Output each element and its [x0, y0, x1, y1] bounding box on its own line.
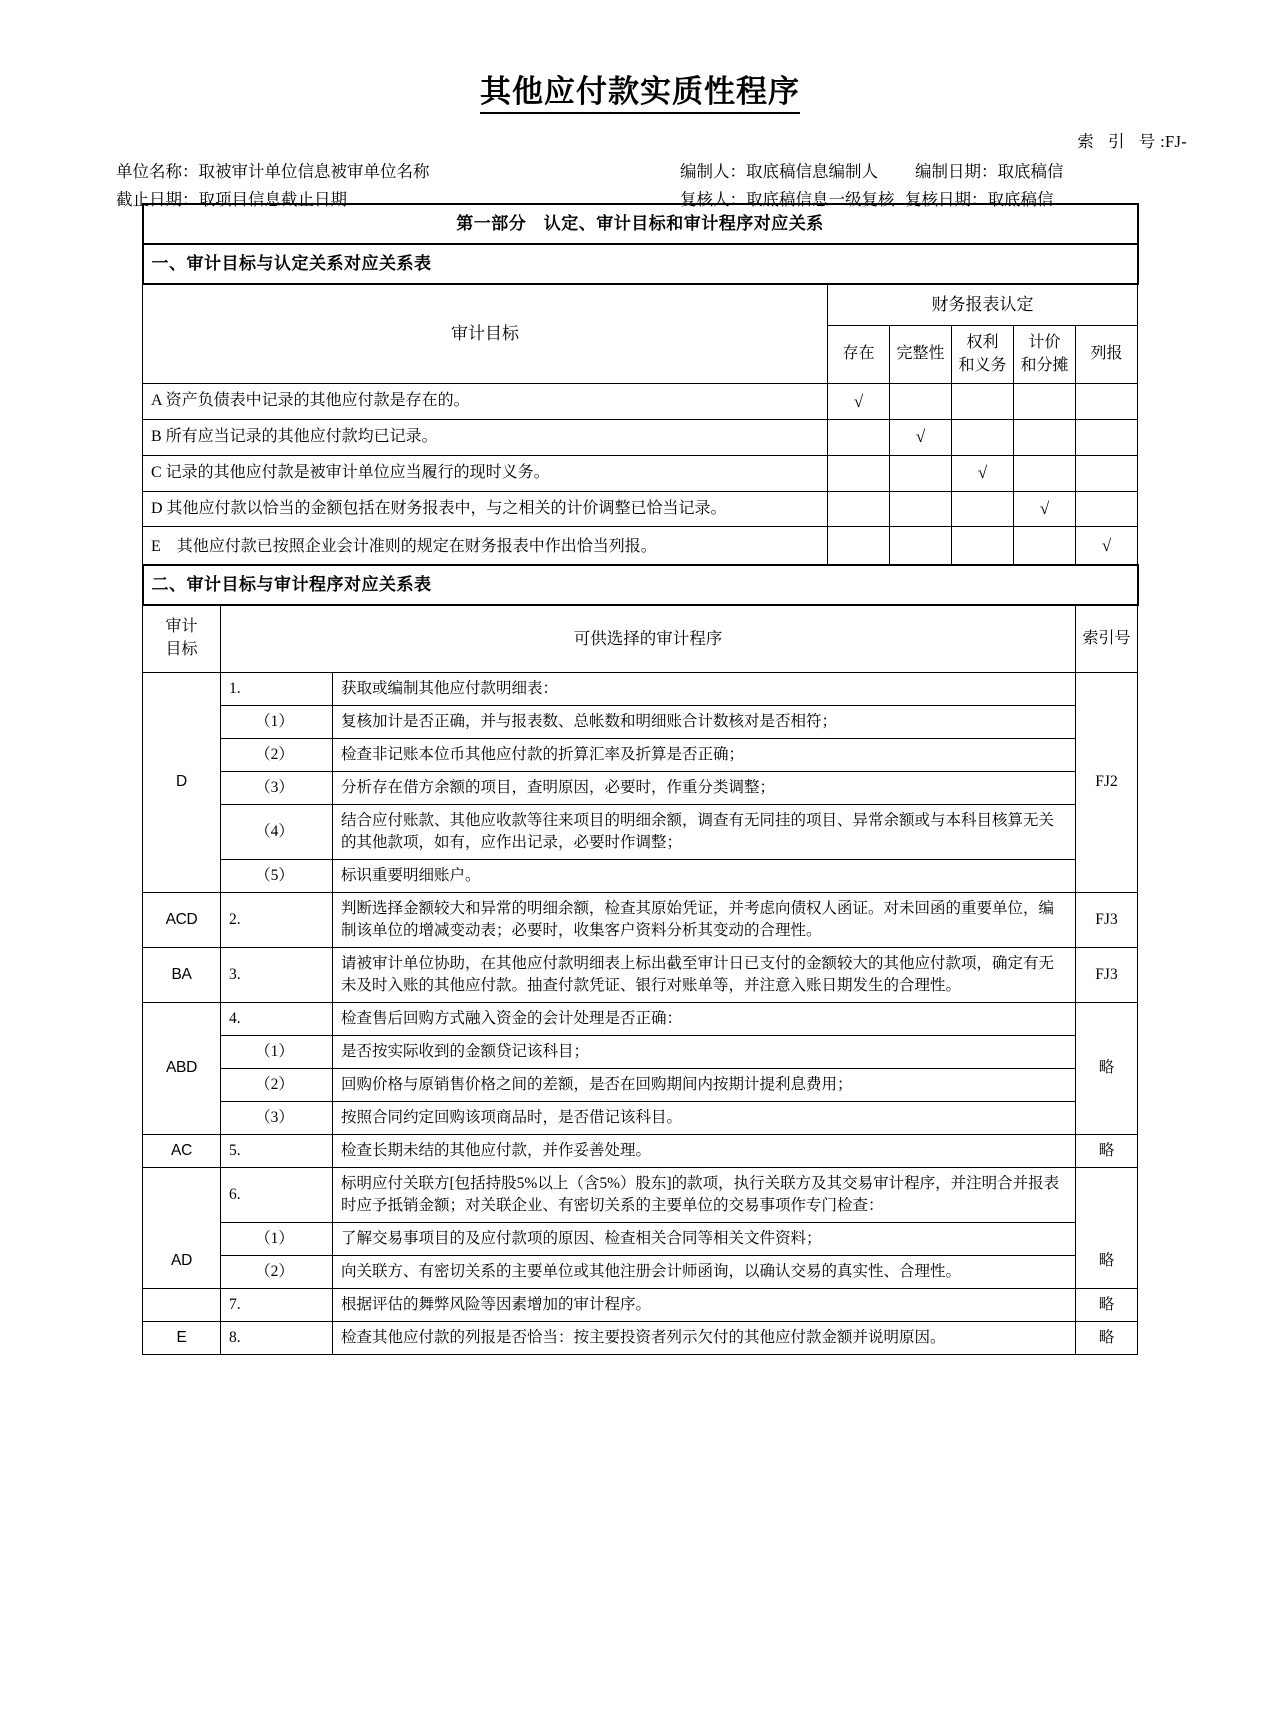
- procedure-col-header: 可供选择的审计程序: [221, 605, 1076, 672]
- procedure-text: 检查长期未结的其他应付款，并作妥善处理。: [333, 1134, 1076, 1167]
- procedure-text: 请被审计单位协助，在其他应付款明细表上标出截至审计日已支付的金额较大的其他应付款项，确定有无未及时入账的其他应付款。抽查付款凭证、银行对账单等，并注意入账日期发生的合理性。: [333, 947, 1076, 1002]
- procedure-row: [143, 738, 1138, 771]
- procedure-row: [143, 892, 1138, 947]
- assertion-header-rights-l1: 权利: [966, 334, 999, 352]
- procedure-row: [143, 1167, 1138, 1222]
- procedure-row: [143, 804, 1138, 859]
- part-one-banner-row: [143, 204, 1138, 244]
- objective-mark-d-valuation: √: [1014, 491, 1076, 527]
- objective-mark-b-presentation: [1076, 420, 1138, 456]
- procedure-row: [143, 705, 1138, 738]
- objective-mark-c-valuation: [1014, 455, 1076, 491]
- preparer-label: 编制人：: [680, 161, 746, 181]
- procedure-index-header: 索引号: [1076, 605, 1138, 672]
- procedure-number: 5.: [221, 1134, 333, 1167]
- procedure-objective-ba-label: BA: [171, 965, 192, 983]
- preparer-field: [680, 158, 878, 182]
- preparer-value: 取底稿信息编制人: [746, 161, 878, 181]
- procedure-objective-abd: [143, 1002, 221, 1134]
- procedure-number: 7.: [221, 1288, 333, 1321]
- page-title-container: [0, 0, 1280, 114]
- procedure-index-ac: 略: [1076, 1134, 1138, 1167]
- procedure-objective-ac-label: AC: [171, 1141, 192, 1159]
- objective-mark-a-valuation: [1014, 384, 1076, 420]
- objective-text-d: D 其他应付款以恰当的金额包括在财务报表中，与之相关的计价调整已恰当记录。: [143, 491, 828, 527]
- assertion-header-rights-l2: 和义务: [958, 356, 1007, 374]
- entity-name-label: 单位名称：: [116, 161, 199, 181]
- procedure-header-row: [143, 605, 1138, 672]
- procedure-text: 根据评估的舞弊风险等因素增加的审计程序。: [333, 1288, 1076, 1321]
- procedure-objective-abd-label: ABD: [166, 1059, 197, 1077]
- procedure-text: 检查售后回购方式融入资金的会计处理是否正确：: [333, 1002, 1076, 1035]
- prepare-date-label: 编制日期：: [915, 161, 998, 181]
- procedure-objective-acd: [143, 892, 221, 947]
- procedure-text: 判断选择金额较大和异常的明细余额，检查其原始凭证，并考虑向债权人函证。对未回函的重要单位，编制该单位的增减变动表；必要时，收集客户资料分析其变动的合理性。: [333, 892, 1076, 947]
- entity-name-value: 取被审计单位信息被审单位名称: [198, 161, 430, 181]
- objective-col-header: 审计目标: [143, 284, 828, 384]
- procedure-number: 4.: [221, 1002, 333, 1035]
- procedure-text: 了解交易事项目的及应付款项的原因、检查相关合同等相关文件资料；: [333, 1222, 1076, 1255]
- procedure-index-7: 略: [1076, 1288, 1138, 1321]
- procedure-row: [143, 1101, 1138, 1134]
- procedure-row: [143, 859, 1138, 892]
- procedure-row: [143, 672, 1138, 705]
- section-two-heading: 二、审计目标与审计程序对应关系表: [143, 565, 1138, 605]
- deadline-label: 截止日期：: [116, 189, 199, 209]
- procedure-text: 检查非记账本位币其他应付款的折算汇率及折算是否正确；: [333, 738, 1076, 771]
- assertion-header-valuation-l1: 计价: [1028, 334, 1061, 352]
- procedure-row: [143, 1002, 1138, 1035]
- objective-mark-b-rights: [952, 420, 1014, 456]
- procedure-number: 2.: [221, 892, 333, 947]
- objective-mark-a-presentation: [1076, 384, 1138, 420]
- assertion-header-valuation-l2: 和分摊: [1020, 356, 1069, 374]
- review-date-value: 取底稿信: [987, 189, 1054, 209]
- procedure-objective-header: [143, 605, 221, 672]
- objective-row-e: [143, 527, 1138, 566]
- procedure-text: 向关联方、有密切关系的主要单位或其他注册会计师函询，以确认交易的真实性、合理性。: [333, 1255, 1076, 1288]
- assertion-header-rights: [952, 326, 1014, 384]
- index-number-value: FJ-: [1165, 131, 1187, 151]
- reviewer-value: 取底稿信息一级复核: [746, 189, 895, 209]
- assertion-header-completeness-l1: 完整性: [896, 345, 945, 363]
- procedure-index-fj2: FJ2: [1076, 672, 1138, 892]
- procedure-number: 3.: [221, 947, 333, 1002]
- procedure-index-ad: 略: [1076, 1167, 1138, 1288]
- procedure-text: 结合应付账款、其他应收款等往来项目的明细余额，调查有无同挂的项目、异常余额或与本科目核算无关的其他款项，如有，应作出记录，必要时作调整；: [333, 804, 1076, 859]
- procedure-number: （2）: [221, 1068, 333, 1101]
- procedure-index-e: 略: [1076, 1321, 1138, 1354]
- procedure-index-abd: 略: [1076, 1002, 1138, 1134]
- main-table: [142, 203, 1139, 1355]
- objective-mark-a-completeness: [890, 384, 952, 420]
- deadline-field: [116, 186, 347, 210]
- procedure-text: 复核加计是否正确，并与报表数、总帐数和明细账合计数核对是否相符；: [333, 705, 1076, 738]
- procedure-text: 标明应付关联方[包括持股5%以上（含5%）股东]的款项，执行关联方及其交易审计程序，并注明合并报表时应予抵销金额；对关联企业、有密切关系的主要单位的交易事项作专门检查：: [333, 1167, 1076, 1222]
- prepare-date-value: 取底稿信: [997, 161, 1064, 181]
- procedure-text: 回购价格与原销售价格之间的差额，是否在回购期间内按期计提利息费用；: [333, 1068, 1076, 1101]
- procedure-text: 获取或编制其他应付款明细表：: [333, 672, 1076, 705]
- procedure-text: 分析存在借方余额的项目，查明原因，必要时，作重分类调整；: [333, 771, 1076, 804]
- objective-mark-b-valuation: [1014, 420, 1076, 456]
- procedure-objective-empty: [143, 1288, 221, 1321]
- procedure-text: 标识重要明细账户。: [333, 859, 1076, 892]
- objective-mark-e-presentation: √: [1076, 527, 1138, 566]
- procedure-objective-ac: [143, 1134, 221, 1167]
- procedure-row: [143, 1068, 1138, 1101]
- procedure-row: [143, 947, 1138, 1002]
- assertion-header-completeness: [890, 326, 952, 384]
- procedure-objective-header-l2: 目标: [165, 641, 198, 659]
- procedure-number: （4）: [221, 804, 333, 859]
- assertion-header-existence-l1: 存在: [842, 345, 875, 363]
- review-date-field: [905, 186, 1105, 210]
- entity-name-field: [116, 158, 430, 182]
- procedure-objective-acd-label: ACD: [165, 910, 198, 928]
- procedure-row: [143, 1255, 1138, 1288]
- review-date-label: 复核日期：: [905, 189, 988, 209]
- objective-row-d: [143, 491, 1138, 527]
- objective-mark-a-existence: √: [828, 384, 890, 420]
- deadline-value: 取项目信息截止日期: [198, 189, 347, 209]
- objective-text-e: E 其他应付款已按照企业会计准则的规定在财务报表中作出恰当列报。: [143, 527, 828, 566]
- procedure-row: [143, 1288, 1138, 1321]
- procedure-text: 是否按实际收到的金额贷记该科目；: [333, 1035, 1076, 1068]
- procedure-text: 检查其他应付款的列报是否恰当：按主要投资者列示欠付的其他应付款金额并说明原因。: [333, 1321, 1076, 1354]
- objective-mark-d-existence: [828, 491, 890, 527]
- procedure-row: [143, 1222, 1138, 1255]
- objective-mark-c-completeness: [890, 455, 952, 491]
- index-number: [1077, 128, 1187, 152]
- section-one-heading: 一、审计目标与认定关系对应关系表: [143, 244, 1138, 284]
- procedure-number: （5）: [221, 859, 333, 892]
- procedure-number: （3）: [221, 1101, 333, 1134]
- index-number-label: 索 引 号: [1077, 131, 1161, 151]
- section-two-heading-row: [143, 565, 1138, 605]
- procedure-row: [143, 771, 1138, 804]
- procedure-number: （2）: [221, 738, 333, 771]
- procedure-number: 8.: [221, 1321, 333, 1354]
- objective-mark-b-completeness: √: [890, 420, 952, 456]
- assertion-group-header: 财务报表认定: [828, 284, 1138, 326]
- objective-mark-d-completeness: [890, 491, 952, 527]
- procedure-text: 按照合同约定回购该项商品时，是否借记该科目。: [333, 1101, 1076, 1134]
- objective-mark-e-rights: [952, 527, 1014, 566]
- objective-mark-c-rights: √: [952, 455, 1014, 491]
- procedure-row: [143, 1321, 1138, 1354]
- part-one-banner: 第一部分 认定、审计目标和审计程序对应关系: [143, 204, 1138, 244]
- procedure-number: （1）: [221, 705, 333, 738]
- objective-mark-a-rights: [952, 384, 1014, 420]
- header-meta: [0, 128, 1280, 209]
- procedure-objective-ad: [143, 1167, 221, 1288]
- procedure-row: [143, 1134, 1138, 1167]
- procedure-number: （3）: [221, 771, 333, 804]
- procedure-objective-e: [143, 1321, 221, 1354]
- objective-text-a: A 资产负债表中记录的其他应付款是存在的。: [143, 384, 828, 420]
- assertion-header-existence: [828, 326, 890, 384]
- objective-mark-d-presentation: [1076, 491, 1138, 527]
- objective-mark-c-presentation: [1076, 455, 1138, 491]
- objective-mark-e-existence: [828, 527, 890, 566]
- procedure-number: 1.: [221, 672, 333, 705]
- prepare-date-field: [915, 158, 1105, 182]
- procedure-row: [143, 1035, 1138, 1068]
- objective-mark-d-rights: [952, 491, 1014, 527]
- objective-mark-b-existence: [828, 420, 890, 456]
- procedure-number: （1）: [221, 1035, 333, 1068]
- objective-mark-e-completeness: [890, 527, 952, 566]
- procedure-objective-d: [143, 672, 221, 892]
- procedure-index-fj3-a: FJ3: [1076, 892, 1138, 947]
- procedure-index-fj3-b: FJ3: [1076, 947, 1138, 1002]
- objective-row-a: [143, 384, 1138, 420]
- procedure-objective-e-label: E: [176, 1328, 187, 1346]
- procedure-number: （2）: [221, 1255, 333, 1288]
- procedure-objective-header-l1: 审计: [165, 618, 198, 636]
- index-number-colon: :: [1160, 131, 1165, 151]
- objective-text-c: C 记录的其他应付款是被审计单位应当履行的现时义务。: [143, 455, 828, 491]
- procedure-objective-ad-label: AD: [171, 1251, 192, 1269]
- procedure-number: （1）: [221, 1222, 333, 1255]
- procedure-number: 6.: [221, 1167, 333, 1222]
- objective-text-b: B 所有应当记录的其他应付款均已记录。: [143, 420, 828, 456]
- objective-row-b: [143, 420, 1138, 456]
- procedure-objective-ba: [143, 947, 221, 1002]
- reviewer-field: [680, 186, 895, 210]
- reviewer-label: 复核人：: [680, 189, 746, 209]
- assertion-header-valuation: [1014, 326, 1076, 384]
- objective-mark-c-existence: [828, 455, 890, 491]
- assertion-header-presentation-l1: 列报: [1090, 345, 1123, 363]
- objective-header-row-1: [143, 284, 1138, 326]
- procedure-objective-d-label: D: [176, 773, 187, 791]
- page-title: 其他应付款实质性程序: [480, 74, 800, 114]
- objective-row-c: [143, 455, 1138, 491]
- section-one-heading-row: [143, 244, 1138, 284]
- assertion-header-presentation: [1076, 326, 1138, 384]
- objective-mark-e-valuation: [1014, 527, 1076, 566]
